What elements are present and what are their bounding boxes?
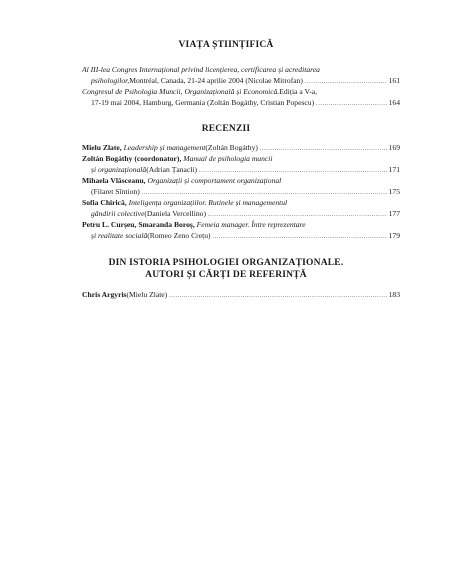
dot-leader <box>208 210 387 221</box>
toc-entry-chirica-inteligenta[interactable] <box>82 198 400 220</box>
entry-author: Mihaela Vlăsceanu, <box>82 176 146 185</box>
page-number: 171 <box>388 164 400 174</box>
entry-reviewer: (Daniela Vercellino) <box>144 208 206 218</box>
toc-entry-bogathy-manual[interactable] <box>82 154 400 176</box>
entry-title: Congresul de Psihologia Muncii, Organizațională și Economică. <box>82 87 280 96</box>
toc-entry-zlate-leadership[interactable] <box>82 143 400 155</box>
page-number: 169 <box>388 143 400 152</box>
page-number: 161 <box>388 75 400 85</box>
toc-entry-congres-psihologia-muncii[interactable] <box>82 87 400 109</box>
toc-entry-congres-licentiere[interactable] <box>82 65 400 87</box>
page-number: 164 <box>388 97 400 107</box>
toc-entry-argyris[interactable] <box>82 290 400 302</box>
entry-title: Femeia manager. Între reprezentare <box>196 220 306 229</box>
section-heading-viata-stiintifica: VIAȚA ȘTIINȚIFICĂ <box>178 40 274 50</box>
entry-edition: Ediția a V-a, <box>279 87 318 96</box>
dot-leader <box>142 188 387 199</box>
dot-leader <box>199 166 387 177</box>
toc-entry-vlasceanu-organizatii[interactable] <box>82 176 400 198</box>
page-number: 183 <box>388 290 400 299</box>
entry-title: Manual de psihologia muncii <box>183 154 273 163</box>
entry-author: Zoltán Bogáthy (coordonator), <box>82 154 182 163</box>
entry-title-cont: și organizațională <box>91 164 147 174</box>
section-heading-recenzii: RECENZII <box>201 124 251 134</box>
dot-leader <box>305 77 387 88</box>
section-heading-din-istoria-line2: AUTORI ȘI CĂRȚI DE REFERINȚĂ <box>145 270 307 280</box>
dot-leader <box>169 291 386 302</box>
page-number: 177 <box>388 208 400 218</box>
entry-title: Al III-lea Congres Internațional privind licențierea, certificarea și acreditarea <box>82 65 320 74</box>
page-number: 175 <box>388 186 400 196</box>
entry-author: Petru L. Curșeu, Smaranda Boroș, <box>82 220 195 229</box>
entry-title: Inteligența organizațiilor. Rutinele și managementul <box>128 198 288 207</box>
entry-reviewer: (Mielu Zlate) <box>126 290 168 299</box>
entry-title-cont: psihologilor, <box>91 75 130 85</box>
entry-details: Montréal, Canada, 21-24 aprilie 2004 (Nicolae Mitrofan) <box>129 75 303 85</box>
dot-leader <box>213 232 387 243</box>
entry-title: Organizații și comportament organizațional <box>147 176 282 185</box>
entry-reviewer: (Zoltán Bogáthy) <box>205 143 258 152</box>
entry-title-cont: și realitate socială <box>91 230 148 240</box>
entry-title-cont: gândirii colective <box>91 208 145 218</box>
section-heading-din-istoria-line1: DIN ISTORIA PSIHOLOGIEI ORGANIZAȚIONALE. <box>108 258 344 268</box>
toc-entry-curseu-femeia-manager[interactable] <box>82 220 400 242</box>
entry-author: Sofia Chirică, <box>82 198 127 207</box>
entry-reviewer: (Filaret Sîntion) <box>91 186 140 196</box>
dot-leader <box>316 99 386 110</box>
page-number: 179 <box>388 230 400 240</box>
entry-author: Chris Argyris <box>82 290 127 299</box>
entry-reviewer: (Romeo Zeno Crețu) <box>147 230 211 240</box>
entry-author: Mielu Zlate, <box>82 143 122 152</box>
entry-reviewer: (Adrian Țanacli) <box>146 164 198 174</box>
entry-details: 17-19 mai 2004, Hamburg, Germania (Zoltán Bogáthy, Cristian Popescu) <box>91 97 315 107</box>
entry-title: Leadership și management <box>123 143 206 152</box>
dot-leader <box>260 144 387 155</box>
